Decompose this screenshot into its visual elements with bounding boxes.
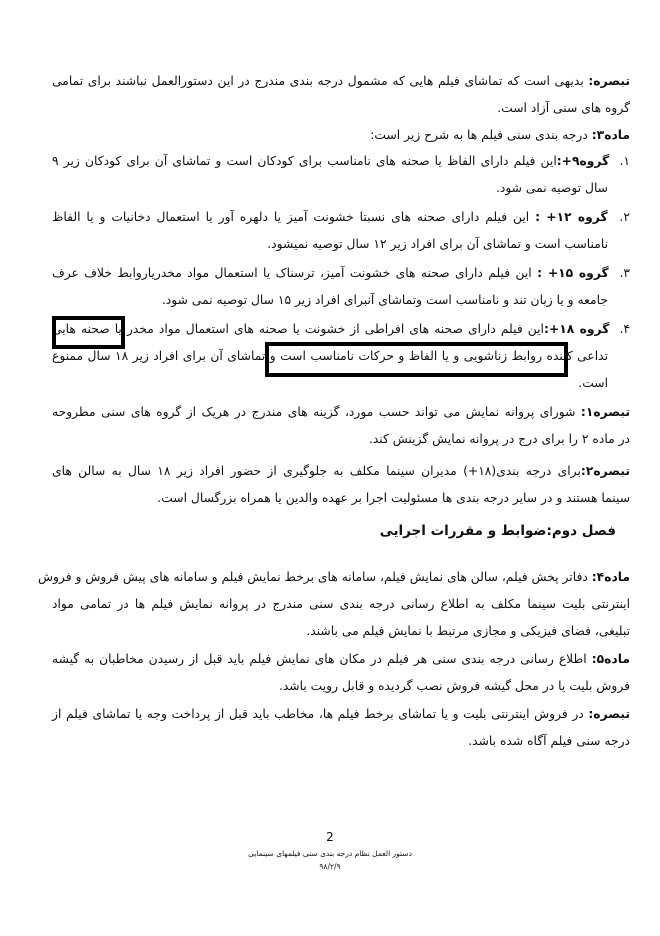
highlight-box (52, 316, 125, 349)
article-3-label: ماده۳: (591, 128, 630, 142)
item-number: ۳. (619, 266, 630, 280)
group-label: گروه ۱۵+ : (537, 266, 609, 280)
item-number: ۴. (619, 322, 630, 336)
item-text-line: جامعه و یا زبان تند و نامناسب است وتماشای آنبرای افراد زیر ۱۵ سال توصیه نمی شود. (161, 293, 608, 307)
note-1-label: تبصره۱: (580, 405, 630, 419)
note-3-label: تبصره: (588, 707, 630, 721)
list-item (52, 260, 630, 314)
footer-date: ۹۸/۲/۹ (319, 862, 341, 871)
article-4-label: ماده۴: (591, 570, 630, 584)
article-5-label: ماده۵: (591, 652, 630, 666)
item-text-line: این فیلم دارای صحنه های نسبتا خشونت آمیز یا دلهره آور یا استعمال دخانیات و یا الفاظ (52, 210, 530, 224)
note-text-line: شورای پروانه نمایش می تواند حسب مورد، گزینه های مندرج در هریک از گروه های سنی مطروحه (52, 405, 576, 419)
article-text-line: فروش بلیت یا در محل گیشه فروش نصب گردیده و قابل رویت باشد. (278, 679, 630, 693)
article-text-line: اطلاع رسانی درجه بندی سنی هر فیلم در مکان های نمایش فیلم باید قبل از رسیدن مخاطبان به گیشه (52, 652, 587, 666)
item-text-line: تداعی کننده روابط زناشویی و یا الفاظ و حرکات نامناسب است و تماشای آن برای افراد زیر ۱۸ سال ممنوع (52, 349, 609, 363)
article-5 (52, 646, 630, 700)
article-3 (52, 122, 630, 149)
note-text-line: درجه سنی فیلم آگاه شده باشد. (468, 734, 630, 748)
note-1-paragraph (52, 399, 630, 453)
list-item (52, 148, 630, 202)
item-number: ۲. (619, 210, 630, 224)
item-text-line: سال توصیه نمی شود. (495, 181, 608, 195)
item-number: ۱. (619, 154, 630, 168)
note-text-line: بدیهی است که تماشای فیلم هایی که مشمول درجه بندی مندرج در این دستورالعمل نباشند برای تمامی (52, 74, 584, 88)
note-text-line: گروه های سنی آزاد است. (497, 101, 630, 115)
chapter-heading: فصل دوم:ضوابط و مقررات اجرایی (379, 523, 616, 539)
note-label: تبصره: (588, 74, 630, 88)
note-text-line: برای درجه بندی(۱۸+) مدیران سینما مکلف به جلوگیری از حضور افراد زیر ۱۸ سال به سالن های (52, 464, 581, 478)
item-text-line: این فیلم دارای صحنه های افراطی از خشونت یا صحنه های استعمال مواد مخدر یا صحنه هایی (52, 322, 544, 336)
group-label: گروه ۱۸+: (543, 322, 610, 336)
highlight-box (265, 342, 568, 377)
group-label: گروه۹+: (556, 154, 610, 168)
note-2-label: تبصره۲: (580, 464, 631, 478)
note-2-paragraph (52, 458, 630, 512)
item-text-line: است. (578, 376, 608, 390)
article-text-line: دفاتر پخش فیلم، سالن های نمایش فیلم، سامانه های برخط نمایش فیلم و سامانه های پیش فروش و فروش (37, 570, 588, 584)
article-4 (37, 564, 630, 645)
note-paragraph (52, 68, 630, 122)
list-item (52, 204, 630, 258)
page-number: 2 (326, 830, 334, 844)
note-text-line: در ماده ۲ را برای درج در پروانه نمایش گزینش کند. (368, 432, 630, 446)
footer-title: دستور العمل نظام درجه بندی سنی فیلمهای سینمایی (248, 849, 412, 858)
article-text-line: اینترنتی بلیت سینما مکلف به اطلاع رسانی درجه بندی سنی مندرج در پروانه نمایش فیلم ها در تمامی مواد (52, 597, 630, 611)
item-text-line: نامناسب است و تماشای آن برای افراد زیر ۱۲ سال توصیه نمیشود. (267, 237, 608, 251)
group-label: گروه ۱۲+ : (535, 210, 608, 224)
note-3-paragraph (52, 701, 630, 755)
item-text-line: این فیلم دارای الفاظ یا صحنه های نامناسب برای کودکان است و تماشای آن برای کودکان زیر ۹ (52, 154, 557, 168)
item-text-line: این فیلم دارای صحنه های خشونت آمیز، ترسناک یا استعمال مواد مخدریاروابط خلاف عرف (52, 266, 532, 280)
note-text-line: در فروش اینترنتی بلیت و یا تماشای برخط فیلم ها، مخاطب باید قبل از پرداخت وجه یا تماشای فیلم از (52, 707, 584, 721)
article-text-line: تبلیغی، فضای فیزیکی و مجازی مرتبط با نمایش فیلم می باشند. (306, 624, 630, 638)
article-3-text: درجه بندی سنی فیلم ها به شرح زیر است: (370, 128, 588, 142)
note-text-line: سینما هستند و در سایر درجه بندی ها مسئولیت اجرا بر عهده والدین یا همراه بزرگسال است. (157, 491, 630, 505)
